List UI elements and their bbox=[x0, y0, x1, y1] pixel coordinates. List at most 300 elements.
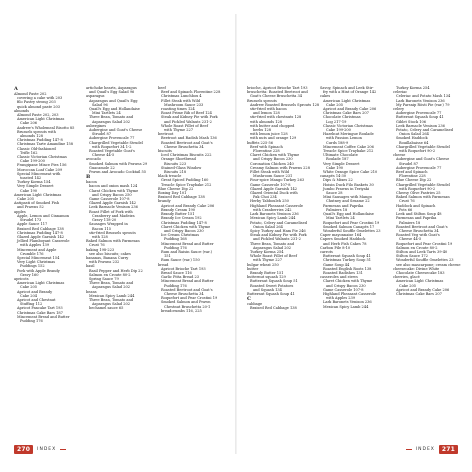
index-subentry: Haddock and Spinach bbox=[396, 203, 436, 208]
index-subentry: Palmiers 18 bbox=[326, 207, 348, 212]
index-column-1 bbox=[14, 86, 75, 323]
index-subentry: roasting times 124 bbox=[161, 107, 195, 112]
index-subentry: Treacle Spice Traybake 212 bbox=[161, 182, 212, 187]
index-subentry: Brandy Cream 190 bbox=[161, 207, 195, 212]
index-heading: brandy bbox=[158, 199, 171, 204]
index-subentry: Steak and Kidney Pie with Pork bbox=[161, 115, 218, 120]
index-subentry: Fillet Steak with Wild bbox=[250, 170, 289, 175]
index-heading: American Light Christmas bbox=[14, 192, 62, 197]
index-subentry: almonds 128 bbox=[20, 134, 44, 139]
index-heading: bread bbox=[158, 262, 169, 267]
index-subentry: Beetroot and Radish Mash 136 bbox=[161, 136, 217, 141]
index-subentry: Strudel 87 bbox=[92, 132, 111, 137]
index-subentry: Turkey Korma 254 bbox=[396, 86, 430, 90]
index-subentry: Curds 188-9 bbox=[326, 140, 349, 145]
index-subentry: Cake 190 bbox=[326, 165, 343, 170]
index-subentry: Christmas Cake Bars 187 bbox=[17, 310, 63, 315]
index-subentry: Braised Red Cabbage 138 bbox=[17, 226, 64, 231]
index-subentry: Mincemeat Bread and Butter bbox=[17, 314, 70, 319]
index-heading: buffets 225-56 bbox=[247, 140, 274, 145]
index-subentry: Asparagus and Quail's Egg bbox=[89, 98, 138, 103]
index-subentry: Butternut Squash Soup 41 bbox=[396, 115, 444, 120]
index-subentry: with Apples 239 bbox=[326, 296, 356, 301]
index-subentry: Christmas Pudding 147-8 bbox=[161, 220, 207, 225]
index-heading: brioche, Apricot Brioche Tart 193 bbox=[247, 86, 308, 90]
index-subentry: Aubergine Provencale 77 bbox=[89, 136, 135, 141]
index-subentry: Roasted Veg with Goat's bbox=[396, 233, 440, 238]
index-subentry: stir-fried with bacon bbox=[250, 107, 287, 112]
index-subentry: Mincemeat Bread and Butter bbox=[161, 279, 214, 284]
index-subentry: Highland Pheasant Casserole bbox=[250, 203, 304, 208]
index-subentry: Roulade 187 bbox=[326, 157, 349, 162]
index-subentry: Garlic Pitta Bread 23 bbox=[161, 275, 200, 280]
index-subentry: Classic Victorian Christmas bbox=[17, 155, 67, 160]
index-subentry: filo Pastry strong 203 bbox=[17, 100, 56, 105]
index-subentry: with Passion Lemon bbox=[326, 136, 362, 141]
index-subentry: Apricot and Brandy Cake 206 bbox=[396, 287, 450, 292]
index-subentry: Roasted Beetroot and Goat's bbox=[161, 287, 213, 292]
index-subentry: Leek Barnacle Venison 236 bbox=[89, 205, 138, 210]
index-heading: butter bbox=[247, 266, 259, 271]
index-column-5 bbox=[320, 86, 381, 309]
index-subentry: and Crispy Bacon 230 bbox=[253, 157, 293, 162]
index-subentry: Lark Baronets Venison 236 bbox=[323, 300, 372, 305]
index-subentry: Apricot and Chestnut bbox=[17, 297, 56, 302]
index-subentry: with Cranberries 242 bbox=[253, 207, 292, 212]
index-subentry: Chutney and Sesame 22 bbox=[326, 199, 370, 204]
index-subentry: Bouillabaisse 64 bbox=[399, 140, 429, 145]
index-subentry: Salmon en Croute 80-2 bbox=[396, 245, 438, 250]
index-subentry: Butternut Squash Soup 51 bbox=[250, 279, 298, 284]
index-subentry: Hoisin Duck Filo Baskets 30 bbox=[323, 182, 374, 187]
index-subentry: Pak Choi 234 bbox=[253, 195, 277, 200]
index-subentry: Cheese 44-5 bbox=[399, 237, 422, 242]
index-heading: Almond Paste 202 bbox=[14, 92, 47, 96]
index-column-3 bbox=[158, 86, 221, 313]
index-heading: C bbox=[247, 296, 251, 303]
index-subentry: Guacamole 22 bbox=[89, 165, 115, 170]
right-running-head: INDEX bbox=[415, 447, 435, 452]
index-subentry: Clarat Chicken with Thyme bbox=[89, 188, 139, 193]
index-heading: baking 198-223 bbox=[86, 247, 115, 252]
index-subentry: Log 217-19 bbox=[326, 119, 347, 124]
index-subentry: Asparagus Salad 202 bbox=[92, 302, 131, 307]
index-subentry: Strudel 87 bbox=[399, 161, 418, 166]
index-subentry: Three Bean, Tomato and bbox=[89, 297, 134, 302]
index-subentry: Stilton and Leek Tarts 39-40 bbox=[396, 249, 448, 254]
index-subentry: with nuts and orange 129 bbox=[250, 136, 297, 141]
index-subentry: Cake 204 bbox=[20, 293, 37, 298]
index-subentry: Roast Prime Rib of Beef 124 bbox=[161, 111, 212, 116]
index-heading: celery bbox=[393, 107, 405, 112]
index-subentry: Dips & Mixes 22 bbox=[323, 178, 353, 183]
index-subentry: Christmas Cake Bars 207 bbox=[396, 291, 442, 296]
index-subentry: Game Casserole 107-8 bbox=[323, 287, 364, 292]
index-subentry: Turkey Korma 254 bbox=[250, 249, 284, 254]
index-subentry: Christmas Tarte Amandine 158 bbox=[17, 142, 74, 147]
index-subentry: Asparagus Salad 202 bbox=[92, 119, 131, 124]
right-footer-rule bbox=[406, 449, 412, 451]
index-subentry: American Light Christmas bbox=[396, 279, 444, 284]
index-subentry: Cheesy Olive Pastries 25 bbox=[396, 191, 441, 196]
index-subentry: with Roquefort 90-2 bbox=[399, 186, 436, 191]
index-subentry: Highland Pheasant Casserole bbox=[323, 291, 377, 296]
index-heading: apricots bbox=[14, 276, 29, 281]
index-heading: butternut squash 129 bbox=[247, 275, 286, 280]
index-subentry: Game Casserole 107-8 bbox=[250, 182, 291, 187]
index-heading: bananas, Banana Curry bbox=[86, 255, 129, 260]
index-subentry: Potato, Celery and Caramelised bbox=[250, 220, 307, 225]
index-subentry: see also mascarpone; cream cheese bbox=[396, 262, 461, 267]
index-subentry: and Crispy Bacon 250 bbox=[92, 192, 132, 197]
index-subentry: Salmon en Croute 80-2 bbox=[89, 272, 131, 277]
index-subentry: Bacon 115 bbox=[92, 226, 112, 231]
index-heading: avocado bbox=[86, 157, 101, 162]
index-heading: Boxing Day 101 bbox=[158, 191, 187, 196]
index-subentry: Smoked Salmon Canapés 17 bbox=[323, 224, 375, 229]
index-subentry: Special Mincemeat with bbox=[17, 171, 61, 176]
index-subentry: Cranberry and Madeira bbox=[92, 213, 135, 218]
left-page-number: 270 bbox=[14, 445, 33, 454]
index-heading: Capers Smoked Haddock bbox=[320, 237, 366, 242]
index-subentry: Apricot and Brandy Cake 206 bbox=[161, 203, 215, 208]
index-subentry: and Crispy Bacon 230 bbox=[164, 228, 204, 233]
index-subentry: and Prawns 52 bbox=[17, 205, 44, 210]
index-subentry: Gravy 118-20 bbox=[92, 218, 117, 223]
index-subentry: Brandy Butter 151 bbox=[250, 270, 284, 275]
index-subentry: with lemon juice 128 bbox=[250, 132, 288, 137]
index-heading: Caper mayonnaise 164 bbox=[320, 233, 362, 238]
index-subentry: Cake 199-200 bbox=[326, 128, 351, 133]
index-subentry: with Roquefort 34 1-2 bbox=[92, 144, 132, 149]
index-subentry: Cheese Bruschetta 34 bbox=[164, 291, 204, 296]
index-subentry: American Light Christmas bbox=[17, 281, 65, 286]
index-subentry: Prawn and Avocado Cocktail 55 bbox=[89, 170, 147, 175]
index-subentry: quick almond paste 203 bbox=[17, 104, 61, 109]
index-subentry: Very Simple Dessert bbox=[323, 161, 360, 166]
index-subentry: and Pickled Walnuts 231-2 bbox=[253, 237, 301, 242]
index-subentry: Beef and Spinach Florentine 228 bbox=[161, 90, 221, 95]
index-subentry: Beef and Spinach bbox=[396, 170, 428, 175]
index-heading: Savoy, Spinach and Leek Stir- bbox=[320, 86, 374, 90]
index-subentry: Classic Victorian Christmas bbox=[323, 123, 373, 128]
index-subentry: Giblet Stock 106 bbox=[396, 119, 427, 124]
index-heading: carrots bbox=[320, 249, 333, 254]
index-subentry: Rum and Raisin Sauce (var.) bbox=[161, 249, 212, 254]
index-subentry: Mini Tartlets 24 bbox=[326, 216, 355, 221]
index-heading: B bbox=[86, 174, 91, 181]
index-subentry: breadcrumbs 116, 225 bbox=[161, 308, 202, 313]
index-subentry: Onion Salad 264 bbox=[399, 132, 429, 137]
index-subentry: Roquefort and Pear Crostini 19 bbox=[161, 296, 218, 301]
index-subentry: 151 bbox=[164, 254, 171, 259]
index-subentry: with Thyme 227 bbox=[253, 258, 283, 263]
index-subentry: Fillet Steak with Wild bbox=[161, 98, 200, 103]
index-subentry: Four-spice Mango Turkey 263 bbox=[250, 178, 305, 183]
index-subentry: My Parsnip Rösti Pie (var.) 79 bbox=[396, 102, 450, 107]
index-subentry: Braised Red Cabbage 138 bbox=[250, 306, 297, 311]
index-subentry: Pudding 176 bbox=[20, 318, 43, 323]
index-subentry: Lark Baronets Venison 236 bbox=[250, 212, 299, 217]
index-subentry: Three Bean, Tomato and bbox=[89, 281, 134, 286]
index-subentry: Brussels sprouts with bbox=[17, 129, 56, 134]
index-subentry: Classic Old-fashioned bbox=[17, 146, 56, 151]
index-heading: cheesecake: Divine White bbox=[393, 266, 440, 271]
index-heading: artichoke hearts, Asparagus bbox=[86, 86, 137, 90]
index-subentry: Roasted Beetroot and Goat's bbox=[161, 140, 213, 145]
index-subentry: with butter and chopped bbox=[250, 123, 295, 128]
index-subentry: Wonderful Souffle Omelettes 23 bbox=[396, 258, 454, 263]
index-subentry: Asparagus Salad 202 bbox=[92, 285, 131, 290]
index-subentry: Roquefort and Pear Crostini 19 bbox=[323, 220, 380, 225]
index-subentry: Apricot Pancake Tart 193 bbox=[17, 306, 63, 311]
index-subentry: Strudel 173 bbox=[20, 218, 42, 223]
index-subentry: Apricot and Brandy Cake 206 bbox=[323, 107, 377, 112]
index-subentry: Parmesan and Paprika bbox=[323, 203, 364, 208]
index-heading: beans bbox=[86, 289, 97, 294]
index-subentry: Brandy Ice Cream 192 bbox=[161, 216, 202, 221]
index-subentry: Almond Paste 202, 203 bbox=[17, 113, 59, 118]
index-heading: bacon bbox=[86, 180, 97, 185]
index-subentry: Andrew's Wholemeal Risotto 85 bbox=[17, 125, 75, 130]
index-subentry: Crumble 176 bbox=[20, 251, 44, 256]
index-subentry: Christmas Lunchbox 4 bbox=[161, 94, 202, 99]
index-subentry: Smoked Salmon with Prawns 29 bbox=[89, 161, 148, 166]
index-subentry: Roquefort and Pear Crostini 19 bbox=[396, 241, 453, 246]
index-subentry: Wonderful Souffle Omelettes 23 bbox=[323, 228, 381, 233]
index-heading: cakes bbox=[320, 94, 331, 99]
index-subentry: Stuffing 112 bbox=[20, 302, 43, 307]
index-heading: cabbage bbox=[247, 302, 263, 307]
index-subentry: and Crispy Bacon 230 bbox=[326, 283, 366, 288]
index-subentry: Andrew Roasted Brussels Sprouts 128 bbox=[250, 102, 320, 107]
index-subentry: Spicy Turkey and Ham Pie 246 bbox=[250, 228, 306, 233]
index-subentry: Celeriac and Potato Mash 134 bbox=[396, 94, 451, 99]
index-subentry: Florentine 228 bbox=[253, 149, 280, 154]
index-subentry: Mexican Spicy Lamb 244 bbox=[89, 293, 135, 298]
index-subentry: Iced Christmas Biscuits 222 bbox=[161, 153, 212, 158]
index-subentry: stir-fried with chestnuts 128 bbox=[250, 115, 302, 120]
index-subentry: Chocolate Christmas bbox=[323, 115, 361, 120]
index-heading: A bbox=[14, 86, 18, 92]
index-subentry: Mexican Spicy Lamb 244 bbox=[250, 216, 296, 221]
index-subentry: Cheese Bruschetta 34 bbox=[399, 228, 439, 233]
index-subentry: Chestnut Bruschetta 20-1 bbox=[164, 304, 211, 309]
index-column-6 bbox=[393, 86, 461, 296]
index-subentry: with almonds 128 bbox=[250, 119, 283, 124]
index-subentry: Chocolate Cheesecake 183 bbox=[396, 270, 445, 275]
index-subentry: Great Spiced Pudding 160 bbox=[161, 178, 209, 183]
index-subentry: Mushroom Sauce 231 bbox=[253, 174, 293, 179]
index-subentry: herbs 128 bbox=[253, 128, 272, 133]
index-heading: Antipasti of Smoked Fish bbox=[14, 201, 60, 206]
index-subentry: Claret Chicken with Thyme bbox=[250, 153, 300, 158]
index-subentry: Steak and Kidney Pie with Pork bbox=[250, 233, 307, 238]
index-subentry: Three Bean, Tomato and bbox=[250, 241, 295, 246]
index-subentry: Chargrilled Vegetable Strudel bbox=[396, 144, 450, 149]
index-subentry: White Orange Spice Cake 210 bbox=[323, 170, 378, 175]
index-subentry: Mincemeat Bread and Butter bbox=[161, 241, 214, 246]
index-subentry: Pots 66 bbox=[399, 207, 413, 212]
index-subentry: Glazed Apple Garnish 142 bbox=[250, 186, 297, 191]
index-subentry: Ultimate Chocolate bbox=[323, 153, 358, 158]
index-subentry: Trifle 162 bbox=[20, 150, 38, 155]
index-subentry: Whole Roast Fillet of Beef bbox=[161, 123, 208, 128]
index-subentry: Stained-Glass Window bbox=[161, 165, 202, 170]
index-subentry: Apricot and Brandy bbox=[17, 289, 53, 294]
index-subentry: Quail's Egg and Hollandaise bbox=[323, 212, 374, 217]
index-subentry: Game Soup 44 bbox=[323, 262, 350, 267]
index-column-4 bbox=[247, 86, 320, 311]
index-subentry: Apple Sauce 117 bbox=[17, 222, 48, 227]
index-subentry: Turkey Korma 154 bbox=[17, 180, 51, 185]
index-subentry: Roasted Beetroot and Goat's bbox=[396, 224, 448, 229]
index-subentry: Chargrilled Vegetable Strudel bbox=[396, 182, 450, 187]
index-subentry: Baked Salmon with Parmesan bbox=[396, 195, 450, 200]
index-subentry: Cake 190 bbox=[20, 188, 37, 193]
index-subentry: Special Mincemeat 154 bbox=[17, 255, 60, 260]
index-subentry: Jumbo Prawns in Teriyaki bbox=[323, 186, 370, 191]
index-subentry: Apple, Lemon and Cinnamon bbox=[17, 213, 70, 218]
index-subentry: Christmas Pudding 147-8 bbox=[17, 138, 63, 143]
index-subentry: Mincemeat Coffee Cake 206 bbox=[323, 144, 374, 149]
right-page-footer bbox=[406, 445, 458, 454]
index-subentry: Roasted English Roots 138 bbox=[323, 266, 372, 271]
index-subentry: Beef with Spinach bbox=[250, 144, 283, 149]
index-subentry: Asparagus Salad 202 bbox=[253, 245, 292, 250]
index-subentry: Claret Chicken with Thyme bbox=[161, 224, 211, 229]
index-subentry: Florentine 228 bbox=[399, 174, 426, 179]
index-subentry: Crust 76 bbox=[399, 199, 415, 204]
index-subentry: Christmas Cake Bars 207 bbox=[323, 111, 369, 116]
index-subentry: Very Simple Dessert bbox=[17, 184, 54, 189]
index-subentry: toasted 142 bbox=[20, 176, 42, 181]
index-heading: apples bbox=[14, 209, 26, 214]
index-subentry: Aubergine Provencale 77 bbox=[396, 111, 442, 116]
index-subentry: with Roquefort 90-2 bbox=[399, 149, 436, 154]
index-subentry: Cake 205 bbox=[399, 283, 416, 288]
index-subentry: American Light Christmas bbox=[323, 98, 371, 103]
index-heading: Brussels sprouts bbox=[247, 98, 277, 103]
index-subentry: Apricot Brioche Tart 193 bbox=[161, 266, 206, 271]
index-subentry: Mexican Spicy Lamb 244 bbox=[323, 304, 369, 309]
book-gutter bbox=[235, 14, 237, 454]
index-subentry: Crust 76 bbox=[89, 243, 105, 248]
index-subentry: Roasted Vegetable Goat's bbox=[89, 149, 135, 154]
index-subentry: Creamy Salmon with Prawns 228 bbox=[250, 165, 310, 170]
index-subentry: Cake 199-200 bbox=[20, 159, 45, 164]
index-subentry: Jellied Flamboyant Casserole bbox=[17, 239, 70, 244]
index-subentry: Treacle Spice Traybake 212 bbox=[323, 149, 374, 154]
index-subentry: Pork with Apple Brandy bbox=[17, 268, 60, 273]
index-subentry: Herby Tabbouleh 250 bbox=[250, 199, 289, 204]
index-heading: Blue Cheese Dip 22 bbox=[158, 186, 194, 191]
index-heading: basil bbox=[86, 264, 95, 269]
index-subentry: and Pickled Walnuts 231-2 bbox=[164, 119, 212, 124]
index-heading: Butternut Squash Soup 41 bbox=[247, 291, 295, 296]
index-heading: cherries, glacé bbox=[393, 275, 420, 280]
index-subentry: Pudding 168 bbox=[164, 237, 187, 242]
index-subentry: Quail's Egg and Hollandaise bbox=[89, 107, 140, 112]
index-subentry: Spring Sauce 79 bbox=[89, 276, 119, 281]
index-subentry: Pudding 176 bbox=[164, 245, 187, 250]
index-subentry: Chargrilled Vegetable Strudel bbox=[89, 140, 143, 145]
index-subentry: Smoked Haddock bbox=[396, 136, 428, 141]
index-heading: Braised Red Cabbage 138 bbox=[158, 195, 205, 200]
index-subentry: Christmas Pudding 147-8 bbox=[17, 230, 63, 235]
index-subentry: Puddings 152 bbox=[20, 264, 45, 269]
index-subentry: Orange Shortbread bbox=[161, 157, 196, 162]
index-heading: bulgar wheat 250 bbox=[247, 262, 279, 267]
index-subentry: Glazed Apple Garnish 142 bbox=[17, 234, 64, 239]
index-subentry: Game Casserole 107-8 bbox=[89, 197, 130, 202]
index-subentry: Blue Cheese Dip 22 bbox=[396, 178, 432, 183]
right-page-number: 271 bbox=[439, 445, 458, 454]
index-subentry: Aubergine and Goat's Cheese bbox=[89, 128, 143, 133]
index-heading: almonds bbox=[14, 108, 30, 113]
left-footer-rule bbox=[60, 449, 66, 451]
index-subentry: Roast Fillet of Pork with bbox=[89, 209, 133, 214]
index-subentry: and Quail's Egg Salad 96 bbox=[89, 90, 135, 95]
index-subentry: Mini Sausages with Mango bbox=[323, 195, 372, 200]
index-subentry: with Thyme 227 bbox=[164, 128, 194, 133]
index-subentry: Butternut Squash Soup 41 bbox=[323, 254, 371, 259]
index-subentry: Rum Sauce (var.) 150 bbox=[161, 258, 200, 263]
index-heading: asparagus bbox=[86, 94, 105, 99]
index-subentry: and lemon 128 bbox=[253, 111, 280, 116]
index-heading: bruschetta: Roasted Beetroot and bbox=[247, 90, 308, 95]
index-subentry: and Squash 134 bbox=[253, 287, 282, 292]
index-subentry: Coronation Chicken 240 bbox=[250, 161, 294, 166]
index-subentry: Mincemeat and Apple bbox=[17, 247, 57, 252]
index-heading: biscuits bbox=[158, 149, 172, 154]
index-subentry: Basil Pepper and Herb Dip 22 bbox=[89, 268, 143, 273]
index-subentry: bacon and onion mash 124 bbox=[89, 184, 138, 189]
index-subentry: Three Bean, Tomato and bbox=[89, 115, 134, 120]
index-subentry: Pudding 176 bbox=[164, 283, 187, 288]
left-running-head: INDEX bbox=[37, 447, 57, 452]
index-subentry: Parmesan and Paprika bbox=[396, 216, 437, 221]
index-subentry: Mushroom Sauce 233 bbox=[164, 102, 204, 107]
index-subentry: and Herb Fish Cakes 78 bbox=[323, 241, 367, 246]
index-subentry: Cake 205 bbox=[326, 102, 343, 107]
index-subentry: Biscuits 218 bbox=[164, 170, 187, 175]
index-subentry: Palmiers 18 bbox=[399, 220, 421, 225]
index-subentry: with Apples 139 bbox=[20, 243, 50, 248]
index-subentry: Aubergine and Goat's Cheese bbox=[396, 157, 450, 162]
index-heading: beef bbox=[158, 86, 166, 90]
index-subentry: Sausages Wrapped in bbox=[89, 222, 128, 227]
index-subentry: Smoked Salmon and Prawn bbox=[161, 300, 211, 305]
index-subentry: Cake 206 bbox=[20, 121, 37, 126]
index-subentry: Gravy 160 bbox=[20, 272, 39, 277]
index-subentry: Brandy Butter 151 bbox=[161, 212, 195, 217]
index-subentry: American Light Christmas bbox=[17, 117, 65, 122]
index-subentry: Roasted Radishes 131 bbox=[323, 270, 363, 275]
index-subentry: Stilton Sauce 172 bbox=[396, 254, 428, 259]
index-subentry: Very Light Christmas bbox=[17, 260, 56, 265]
index-subentry: Biscuits 223 bbox=[164, 161, 187, 166]
index-heading: black treacle bbox=[158, 174, 182, 179]
index-heading: canapés 14-30 bbox=[320, 174, 347, 179]
index-subentry: Potato, Celery and Caramelised bbox=[396, 128, 453, 133]
index-subentry: Glazed Apple Garnish 142 bbox=[89, 201, 136, 206]
index-subentry: Frangipane Mince Pies 156 bbox=[17, 163, 67, 168]
index-subentry: fry with a Hint of Orange 142 bbox=[323, 90, 377, 95]
index-subentry: with Prawns 232 bbox=[89, 260, 120, 265]
index-subentry: Onion Salad 264 bbox=[253, 224, 283, 229]
index-subentry: Salad 96 bbox=[92, 102, 108, 107]
